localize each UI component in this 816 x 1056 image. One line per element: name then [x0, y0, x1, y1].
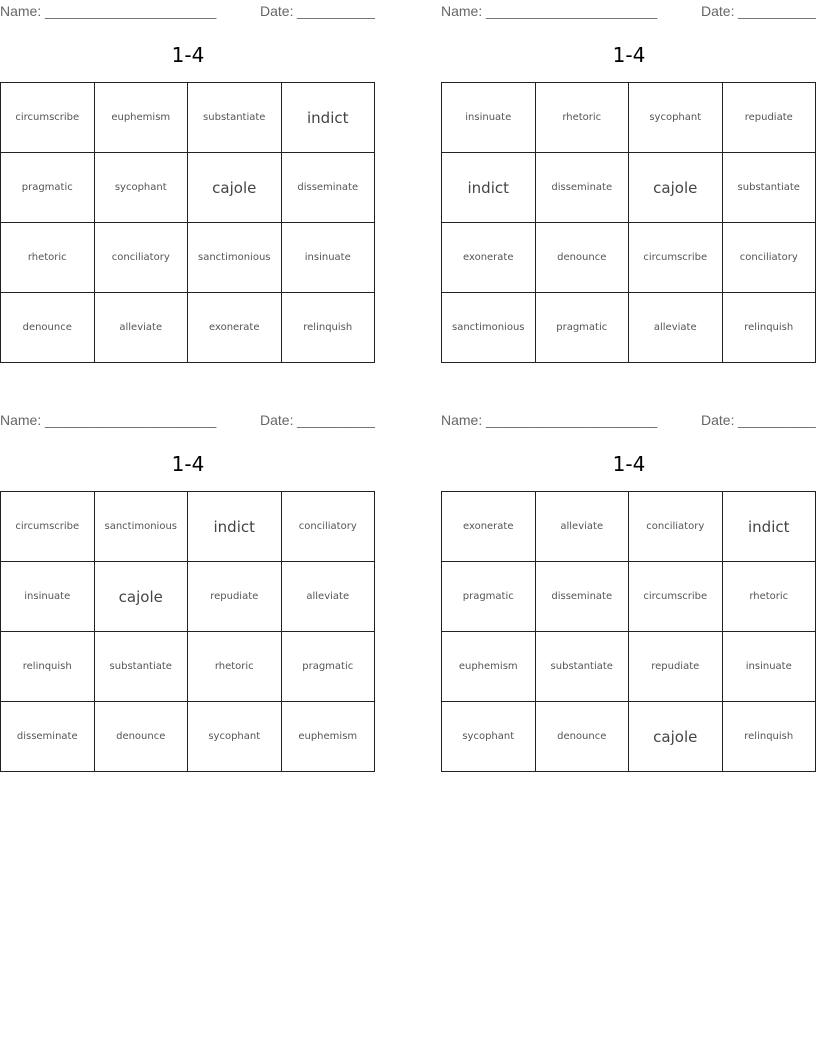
bingo-cell[interactable]: disseminate	[536, 153, 630, 223]
card-title: 1-4	[171, 43, 205, 67]
date-blank-line[interactable]: __________	[297, 3, 375, 19]
card-title: 1-4	[612, 43, 646, 67]
name-blank-line[interactable]: ______________________	[45, 3, 217, 19]
bingo-cell[interactable]: conciliatory	[723, 223, 816, 293]
bingo-cell[interactable]: sycophant	[95, 153, 189, 223]
date-label: Date:	[260, 412, 294, 428]
bingo-cell[interactable]: pragmatic	[1, 153, 95, 223]
name-label: Name:	[0, 412, 42, 428]
bingo-cell[interactable]: pragmatic	[282, 632, 376, 702]
bingo-cell[interactable]: sycophant	[442, 702, 536, 772]
bingo-cell[interactable]: conciliatory	[282, 492, 376, 562]
bingo-cell[interactable]: sanctimonious	[442, 293, 536, 363]
bingo-cell[interactable]: repudiate	[188, 562, 282, 632]
name-blank-line[interactable]: ______________________	[486, 412, 658, 428]
name-blank-line[interactable]: ______________________	[45, 412, 217, 428]
bingo-cell[interactable]: sanctimonious	[188, 223, 282, 293]
bingo-cell[interactable]: circumscribe	[1, 83, 95, 153]
bingo-cell[interactable]: insinuate	[1, 562, 95, 632]
bingo-cell[interactable]: repudiate	[723, 83, 816, 153]
name-blank-line[interactable]: ______________________	[486, 3, 658, 19]
bingo-cell[interactable]: denounce	[1, 293, 95, 363]
bingo-cell[interactable]: cajole	[95, 562, 189, 632]
bingo-cell[interactable]: exonerate	[442, 223, 536, 293]
card-header	[0, 2, 376, 20]
bingo-cell[interactable]: exonerate	[442, 492, 536, 562]
bingo-cell[interactable]: relinquish	[723, 293, 816, 363]
bingo-cell[interactable]: sycophant	[188, 702, 282, 772]
bingo-cell[interactable]: cajole	[629, 153, 723, 223]
card-title: 1-4	[612, 452, 646, 476]
name-label: Name:	[441, 412, 483, 428]
bingo-cell[interactable]: disseminate	[282, 153, 376, 223]
bingo-cell[interactable]: disseminate	[536, 562, 630, 632]
bingo-cell[interactable]: exonerate	[188, 293, 282, 363]
bingo-cell[interactable]: euphemism	[95, 83, 189, 153]
bingo-cell[interactable]: insinuate	[282, 223, 376, 293]
bingo-cell[interactable]: indict	[723, 492, 816, 562]
card-title: 1-4	[171, 452, 205, 476]
card-header	[441, 411, 816, 429]
bingo-cell[interactable]: disseminate	[1, 702, 95, 772]
bingo-cell[interactable]: denounce	[536, 702, 630, 772]
bingo-cell[interactable]: rhetoric	[536, 83, 630, 153]
bingo-cell[interactable]: alleviate	[95, 293, 189, 363]
name-label: Name:	[0, 3, 42, 19]
bingo-cell[interactable]: insinuate	[442, 83, 536, 153]
bingo-cell[interactable]: substantiate	[95, 632, 189, 702]
bingo-cell[interactable]: euphemism	[442, 632, 536, 702]
date-blank-line[interactable]: __________	[297, 412, 375, 428]
bingo-cell[interactable]: rhetoric	[188, 632, 282, 702]
bingo-grid	[0, 491, 375, 772]
bingo-card-bottom-right	[441, 409, 816, 789]
bingo-cell[interactable]: rhetoric	[1, 223, 95, 293]
bingo-cell[interactable]: pragmatic	[442, 562, 536, 632]
bingo-cell[interactable]: denounce	[536, 223, 630, 293]
bingo-cell[interactable]: alleviate	[629, 293, 723, 363]
bingo-grid	[441, 82, 816, 363]
bingo-cell[interactable]: denounce	[95, 702, 189, 772]
bingo-cell[interactable]: substantiate	[723, 153, 816, 223]
bingo-cell[interactable]: cajole	[629, 702, 723, 772]
date-blank-line[interactable]: __________	[738, 412, 816, 428]
bingo-card-bottom-left	[0, 409, 376, 789]
bingo-cell[interactable]: rhetoric	[723, 562, 816, 632]
bingo-cell[interactable]: sanctimonious	[95, 492, 189, 562]
bingo-cell[interactable]: sycophant	[629, 83, 723, 153]
bingo-cell[interactable]: substantiate	[536, 632, 630, 702]
bingo-cell[interactable]: circumscribe	[629, 223, 723, 293]
date-label: Date:	[701, 412, 735, 428]
bingo-cell[interactable]: pragmatic	[536, 293, 630, 363]
bingo-cell[interactable]: indict	[188, 492, 282, 562]
bingo-card-top-right	[441, 0, 816, 380]
bingo-cell[interactable]: substantiate	[188, 83, 282, 153]
bingo-grid	[0, 82, 375, 363]
bingo-cell[interactable]: alleviate	[282, 562, 376, 632]
date-label: Date:	[260, 3, 294, 19]
bingo-cell[interactable]: alleviate	[536, 492, 630, 562]
bingo-cell[interactable]: circumscribe	[1, 492, 95, 562]
date-blank-line[interactable]: __________	[738, 3, 816, 19]
bingo-cell[interactable]: conciliatory	[629, 492, 723, 562]
bingo-cell[interactable]: indict	[282, 83, 376, 153]
bingo-cell[interactable]: insinuate	[723, 632, 816, 702]
bingo-cell[interactable]: circumscribe	[629, 562, 723, 632]
bingo-cell[interactable]: cajole	[188, 153, 282, 223]
bingo-cell[interactable]: indict	[442, 153, 536, 223]
bingo-cell[interactable]: repudiate	[629, 632, 723, 702]
card-header	[441, 2, 816, 20]
bingo-cell[interactable]: euphemism	[282, 702, 376, 772]
bingo-cell[interactable]: relinquish	[723, 702, 816, 772]
bingo-cell[interactable]: conciliatory	[95, 223, 189, 293]
bingo-grid	[441, 491, 816, 772]
bingo-card-top-left	[0, 0, 376, 380]
card-header	[0, 411, 376, 429]
name-label: Name:	[441, 3, 483, 19]
bingo-cell[interactable]: relinquish	[282, 293, 376, 363]
bingo-cell[interactable]: relinquish	[1, 632, 95, 702]
date-label: Date:	[701, 3, 735, 19]
